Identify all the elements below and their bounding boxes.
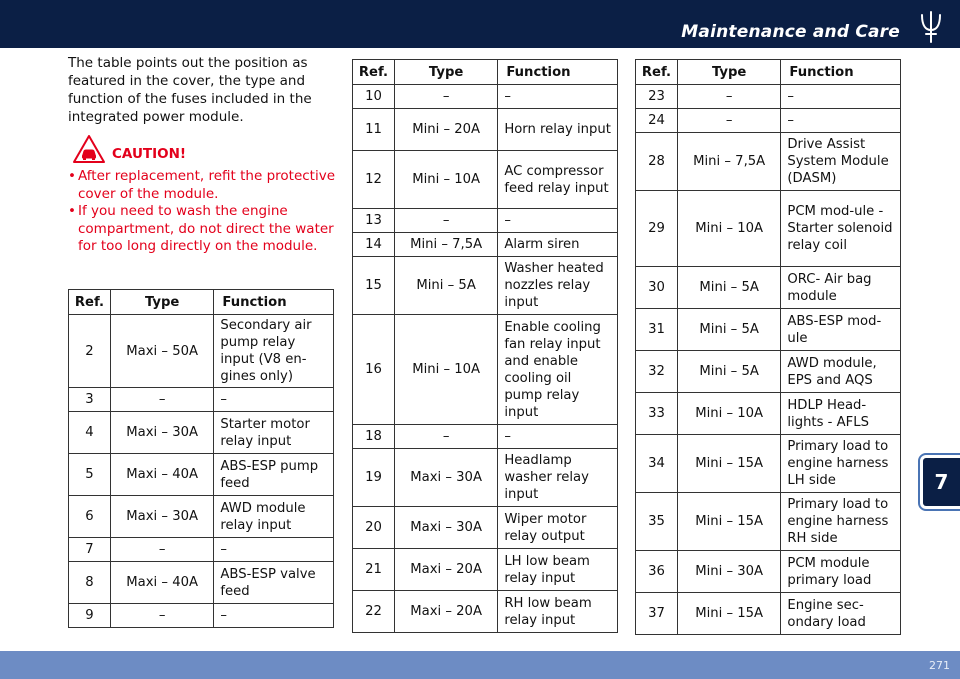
fuse-type-cell: Maxi – 20A [394,591,497,633]
fuse-ref-cell: 33 [636,393,678,435]
fuse-function-cell: Washer heated nozzles relay input [498,257,618,315]
fuse-ref-cell: 36 [636,551,678,593]
fuse-function-cell: – [214,538,334,562]
fuse-function-cell: Drive Assist System Module (DASM) [781,133,901,191]
table-row [353,257,618,315]
caution-box [68,134,338,256]
fuse-function-cell: Headlamp washer relay input [498,449,618,507]
table-row [636,493,901,551]
table-row [636,593,901,635]
fuse-function-cell: – [214,388,334,412]
table-row [353,425,618,449]
table-row [636,393,901,435]
fuse-ref-cell: 19 [353,449,395,507]
caution-header [68,134,338,164]
table-row [636,309,901,351]
fuse-function-cell: PCM mod-ule - Starter solenoid relay coil [781,191,901,267]
fuse-ref-cell: 4 [69,412,111,454]
table-row [69,562,334,604]
table-row [69,604,334,628]
fuse-ref-cell: 15 [353,257,395,315]
table-row [353,449,618,507]
fuse-ref-cell: 20 [353,507,395,549]
fuse-type-cell: Maxi – 30A [110,496,213,538]
fuse-type-cell: Mini – 7,5A [677,133,780,191]
fuse-ref-cell: 22 [353,591,395,633]
fuse-type-cell: Maxi – 30A [394,449,497,507]
fuse-function-cell: – [781,109,901,133]
column-header-type: Type [394,60,497,85]
fuse-type-cell: Mini – 15A [677,493,780,551]
fuse-function-cell: ABS-ESP pump feed [214,454,334,496]
fuse-table-3 [635,59,901,635]
fuse-ref-cell: 13 [353,209,395,233]
fuse-type-cell: Maxi – 40A [110,454,213,496]
table-row [636,551,901,593]
table-row [636,191,901,267]
table-row [353,85,618,109]
fuse-function-cell: Primary load to engine harness LH side [781,435,901,493]
fuse-table-2 [352,59,618,633]
caution-item: • After replacement, refit the protective cover of the module. [68,168,338,203]
fuse-function-cell: Enable cooling fan relay input and enable cooling oil pump relay input [498,315,618,425]
fuse-type-cell: Mini – 10A [394,151,497,209]
table-row [69,315,334,388]
fuse-function-cell: Secondary air pump relay input (V8 en-gines only) [214,315,334,388]
table-row [69,538,334,562]
fuse-ref-cell: 31 [636,309,678,351]
fuse-function-cell: RH low beam relay input [498,591,618,633]
fuse-type-cell: Mini – 10A [677,191,780,267]
fuse-ref-cell: 21 [353,549,395,591]
fuse-ref-cell: 10 [353,85,395,109]
fuse-function-cell: – [498,425,618,449]
fuse-ref-cell: 35 [636,493,678,551]
table-row [353,151,618,209]
fuse-ref-cell: 8 [69,562,111,604]
fuse-type-cell: Mini – 20A [394,109,497,151]
chapter-tab[interactable]: 7 [920,455,960,509]
column-header-function: Function [214,290,334,315]
fuse-function-cell: Starter motor relay input [214,412,334,454]
fuse-type-cell: – [677,109,780,133]
fuse-ref-cell: 24 [636,109,678,133]
fuse-ref-cell: 9 [69,604,111,628]
fuse-ref-cell: 6 [69,496,111,538]
table-row [636,267,901,309]
fuse-type-cell: – [394,85,497,109]
table-row [69,496,334,538]
column-header-function: Function [781,60,901,85]
table-row [69,412,334,454]
fuse-ref-cell: 11 [353,109,395,151]
fuse-ref-cell: 5 [69,454,111,496]
fuse-function-cell: Wiper motor relay output [498,507,618,549]
table-row [353,109,618,151]
table-row [353,507,618,549]
header-title: Maintenance and Care [681,22,900,42]
column-header-ref: Ref. [636,60,678,85]
fuse-function-cell: AWD module, EPS and AQS [781,351,901,393]
fuse-type-cell: Mini – 15A [677,435,780,493]
fuse-type-cell: Maxi – 40A [110,562,213,604]
column-header-ref: Ref. [69,290,111,315]
table-row [353,591,618,633]
trident-logo-icon [916,10,946,44]
fuse-table-1 [68,289,334,628]
intro-paragraph: The table points out the position as featured in the cover, the type and function of the fuses included in the integrated power module. [68,55,312,125]
table-row [636,435,901,493]
fuse-function-cell: ABS-ESP mod-ule [781,309,901,351]
fuse-type-cell: Maxi – 30A [110,412,213,454]
fuse-function-cell: Engine sec-ondary load [781,593,901,635]
fuse-type-cell: Maxi – 20A [394,549,497,591]
fuse-type-cell: Maxi – 50A [110,315,213,388]
fuse-ref-cell: 2 [69,315,111,388]
page-header [0,0,960,48]
fuse-function-cell: LH low beam relay input [498,549,618,591]
fuse-type-cell: Mini – 7,5A [394,233,497,257]
fuse-function-cell: – [498,85,618,109]
table-row [69,388,334,412]
table-row [69,454,334,496]
fuse-ref-cell: 12 [353,151,395,209]
fuse-ref-cell: 37 [636,593,678,635]
table-row [353,315,618,425]
caution-item: • If you need to wash the engine compartment, do not direct the water for too long directly on the module. [68,203,338,256]
page-footer [0,651,960,679]
table-row [353,209,618,233]
caution-label: CAUTION! [112,146,187,162]
fuse-function-cell: – [781,85,901,109]
fuse-ref-cell: 28 [636,133,678,191]
column-header-function: Function [498,60,618,85]
table-row [636,351,901,393]
fuse-type-cell: Mini – 10A [394,315,497,425]
fuse-type-cell: – [677,85,780,109]
fuse-type-cell: Maxi – 30A [394,507,497,549]
fuse-ref-cell: 7 [69,538,111,562]
fuse-ref-cell: 30 [636,267,678,309]
table-row [353,549,618,591]
fuse-function-cell: Primary load to engine harness RH side [781,493,901,551]
column-header-type: Type [677,60,780,85]
fuse-type-cell: – [394,209,497,233]
fuse-type-cell: – [110,604,213,628]
fuse-function-cell: ORC- Air bag module [781,267,901,309]
fuse-ref-cell: 14 [353,233,395,257]
table-row [636,85,901,109]
fuse-function-cell: HDLP Head-lights - AFLS [781,393,901,435]
fuse-ref-cell: 23 [636,85,678,109]
fuse-function-cell: PCM module primary load [781,551,901,593]
fuse-function-cell: ABS-ESP valve feed [214,562,334,604]
fuse-type-cell: – [110,388,213,412]
fuse-type-cell: Mini – 5A [394,257,497,315]
fuse-type-cell: Mini – 15A [677,593,780,635]
fuse-function-cell: Horn relay input [498,109,618,151]
fuse-function-cell: Alarm siren [498,233,618,257]
fuse-type-cell: Mini – 10A [677,393,780,435]
fuse-type-cell: Mini – 5A [677,351,780,393]
fuse-ref-cell: 3 [69,388,111,412]
fuse-type-cell: – [394,425,497,449]
fuse-function-cell: AWD module relay input [214,496,334,538]
fuse-ref-cell: 18 [353,425,395,449]
column-header-ref: Ref. [353,60,395,85]
table-row [353,233,618,257]
caution-list [68,168,338,256]
fuse-function-cell: – [214,604,334,628]
table-row [636,133,901,191]
car-warning-icon [72,134,106,164]
table-row [636,109,901,133]
fuse-ref-cell: 29 [636,191,678,267]
fuse-ref-cell: 16 [353,315,395,425]
fuse-function-cell: AC compressor feed relay input [498,151,618,209]
page-number: 271 [929,659,950,672]
fuse-function-cell: – [498,209,618,233]
column-header-type: Type [110,290,213,315]
fuse-ref-cell: 34 [636,435,678,493]
fuse-type-cell: Mini – 5A [677,267,780,309]
fuse-ref-cell: 32 [636,351,678,393]
fuse-type-cell: Mini – 30A [677,551,780,593]
fuse-type-cell: Mini – 5A [677,309,780,351]
fuse-type-cell: – [110,538,213,562]
